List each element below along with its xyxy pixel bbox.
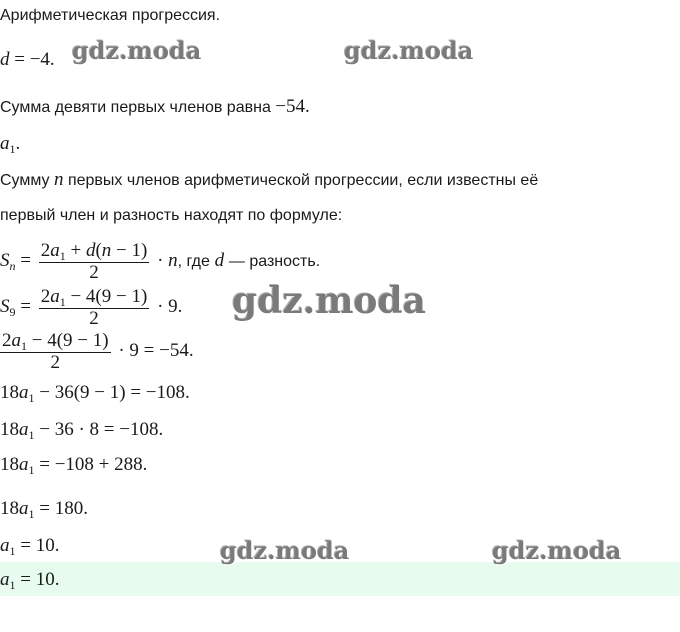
- s9-substitution: $S_9$ = $\frac{2a_1 - 4(9 - 1)}{2}$ · 9.: [0, 286, 183, 329]
- s9-tail: · 9.: [157, 295, 183, 317]
- watermark-logo: gdz.moda: [492, 536, 622, 565]
- step-4: $18a_1 = 180$.: [0, 498, 88, 521]
- final-answer: $a_1 = 10$.: [0, 569, 60, 592]
- answer-highlight: [0, 562, 680, 596]
- given-sum: [0, 97, 310, 118]
- watermark-logo: gdz.moda: [220, 536, 350, 565]
- explanation-line-1: [0, 170, 538, 191]
- formula-dash-text: — разность.: [228, 252, 321, 270]
- explanation-word: Сумму: [0, 172, 50, 189]
- s9-fraction: $\frac{2a_1 - 4(9 - 1)}{2}$: [40, 286, 148, 329]
- sum-formula: $S_n$ = $\frac{2a_1 + d(n - 1)}{2}$ · n, где d — разность.: [0, 240, 321, 283]
- step-2: $18a_1 - 36 \cdot 8 = -108$.: [0, 419, 164, 442]
- given-sum-text: Сумма девяти первых членов равна: [0, 99, 271, 116]
- equation-denominator: 2: [50, 352, 61, 373]
- formula-denominator: 2: [89, 262, 99, 283]
- problem-heading: Арифметическая прогрессия.: [0, 7, 221, 24]
- unknown-a1: $a_1$.: [0, 133, 21, 156]
- explanation-line-2: первый член и разность находят по формуле:: [0, 207, 343, 224]
- equation-setup: [0, 330, 194, 373]
- given-difference: d = −4.: [0, 49, 55, 70]
- s9-denominator: 2: [89, 308, 99, 329]
- given-sum-value: −54.: [275, 96, 310, 117]
- var-n: n: [54, 169, 64, 190]
- equation-tail: · 9 = −54.: [118, 339, 194, 361]
- watermark-logo: gdz.moda: [72, 36, 202, 65]
- watermark-logo: gdz.moda: [344, 36, 474, 65]
- sum-formula-fraction: $\frac{2a_1 + d(n - 1)}{2}$: [40, 240, 148, 283]
- equation-fraction: $\frac{2a_1 - 4(9 - 1)}{2}$: [2, 330, 109, 373]
- step-3: $18a_1 = -108 + 288$.: [0, 454, 148, 477]
- explanation-rest: первых членов арифметической прогрессии, если известны её: [67, 172, 539, 189]
- watermark-logo: gdz.moda: [232, 280, 426, 322]
- formula-where: , где: [177, 252, 210, 270]
- step-5: $a_1 = 10$.: [0, 535, 60, 558]
- step-1: $18a_1 - 36(9 - 1) = -108$.: [0, 382, 190, 405]
